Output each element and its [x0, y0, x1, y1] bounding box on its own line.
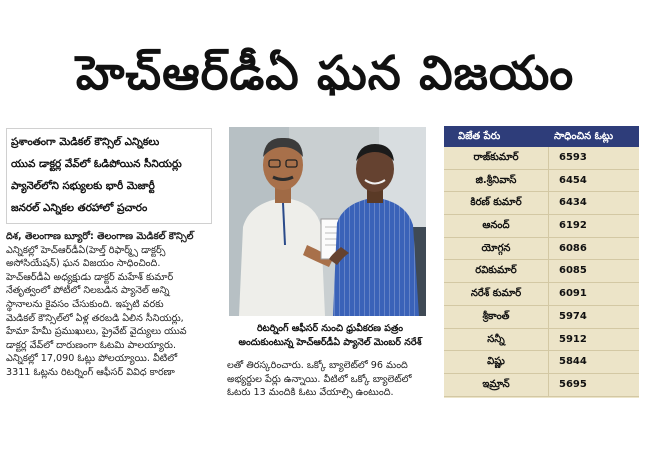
table-row — [444, 374, 639, 397]
winner-name: యోగ్గన — [481, 242, 511, 254]
article-line: డాక్టర్ల వేవ్‌లో దారుణంగా ఓటమి పాలయ్యారు. — [6, 339, 177, 351]
article-line: నేతృత్వంలో పోటీలో నిలబడిన ప్యానెల్ అన్ని — [6, 285, 170, 297]
article-line: హేమా హేమీ ప్రముఖులు, ప్రైవేట్ వైద్యులు యువ — [6, 326, 187, 338]
header-winner-name: విజేత పేరు — [458, 131, 501, 142]
subheadline: ప్రశాంతంగా మెడికల్ కౌన్సిల్ ఎన్నికలు — [11, 136, 160, 148]
winner-votes: 6434 — [548, 192, 639, 214]
winner-votes: 6085 — [548, 260, 639, 282]
winner-votes: 6192 — [548, 215, 639, 237]
caption-line: రిటర్నింగ్ ఆఫీసర్ నుంచి ధ్రువీకరణ పత్రం — [256, 323, 404, 334]
winner-name: ఇమ్రాన్ — [482, 378, 510, 390]
table-row — [444, 283, 639, 306]
article-line: ఎన్నికల్లో హెచ్‌ఆర్‌డీఏ(హెల్త్ రిఫార్మ్స్ డాక్టర్స్ — [6, 244, 166, 256]
winners-table — [444, 126, 639, 398]
table-row — [444, 170, 639, 193]
winner-name: రాజ్‌కుమార్ — [473, 152, 519, 163]
headline: హెచ్ఆర్‌డీఏ ఘన విజయం — [75, 46, 575, 101]
winner-votes: 5974 — [548, 306, 639, 328]
article-line: హెచ్‌ఆర్‌డీఏ అధ్యక్షుడు డాక్టర్ మహేశ్ కుమార్ — [6, 271, 174, 283]
winner-name: విష్ణు — [487, 356, 505, 368]
winner-name: కిరణ్ కుమార్ — [470, 197, 522, 209]
article-line: ఎన్నికల్లో 17,090 ఓట్లు పోలయ్యాయి. వీటిలో — [6, 353, 178, 365]
article-line: లతో తిరస్కరించారు. ఒక్కో బ్యాలెట్‌లో 96 మంది — [227, 360, 408, 371]
article-line: స్థానాలను కైవసం చేసుకుంది. ఇప్పటి వరకు — [6, 298, 164, 310]
caption-line: అందుకుంటున్న హెచ్ఆర్‌డీఏ ప్యానెల్ మెంబర్ నరేశ్ — [238, 337, 422, 348]
photo-illustration — [229, 127, 426, 316]
winner-name: ఆనంద్ — [482, 220, 510, 232]
table-row — [444, 238, 639, 261]
article-line: 3311 ఓట్లను రిటర్నింగ్ ఆఫీసర్ వివిధ కారణా — [6, 366, 175, 378]
subheadline: ప్యానెల్‌లోని సభ్యులకు భారీ మెజార్టీ — [11, 180, 155, 192]
subheadline: యువ డాక్టర్ల వేవ్‌లో ఓడిపోయిన సీనియర్లు — [11, 158, 182, 170]
winner-votes: 6454 — [548, 170, 639, 192]
winners-table-body — [444, 147, 639, 397]
winner-votes: 5912 — [548, 329, 639, 351]
subheadlines-box — [6, 128, 212, 224]
table-row — [444, 329, 639, 352]
article-line: దిశ, తెలంగాణ బ్యూరో: తెలంగాణ మెడికల్ కౌన్సిల్ — [6, 231, 194, 242]
table-row — [444, 147, 639, 170]
winner-votes: 5695 — [548, 374, 639, 396]
table-row — [444, 215, 639, 238]
article-line: ఓటరు 13 మందికి ఓటు వేయాల్సి ఉంటుంది. — [227, 387, 394, 399]
article-body-middle — [227, 359, 437, 400]
winner-votes: 5844 — [548, 351, 639, 373]
winner-name: శ్రీకాంత్ — [482, 310, 510, 322]
winner-name: నరేశ్ కుమార్ — [470, 288, 522, 300]
table-row — [444, 306, 639, 329]
news-photo — [229, 127, 426, 316]
subheadline: జనరల్ ఎన్నికల తరహాలో ప్రచారం — [11, 202, 148, 214]
table-row — [444, 192, 639, 215]
table-row — [444, 260, 639, 283]
winner-votes: 6593 — [548, 147, 639, 169]
winner-name: సన్నీ — [487, 333, 505, 345]
article-line: అభ్యర్థుల పేర్లు ఉన్నాయి. వీటిలో ఒక్కో బ్యాలెట్‌లో — [227, 373, 412, 385]
winners-table-header — [444, 126, 639, 147]
article-line: మెడికల్ కౌన్సిల్‌లో ఏళ్ల తరబడి ఏలిన సీనియర్లు, — [6, 312, 184, 324]
header-votes: సాధించిన ఓట్లు — [554, 131, 614, 142]
table-row — [444, 351, 639, 374]
article-body-left — [6, 230, 218, 380]
article-line: అసోసియేషన్) ఘన విజయం సాధించింది. — [6, 258, 161, 270]
winner-name: రవికుమార్ — [475, 265, 517, 277]
winner-votes: 6091 — [548, 283, 639, 305]
winner-votes: 6086 — [548, 238, 639, 260]
photo-caption — [227, 322, 433, 350]
winner-name: జి.శ్రీనివాస్ — [475, 174, 517, 186]
